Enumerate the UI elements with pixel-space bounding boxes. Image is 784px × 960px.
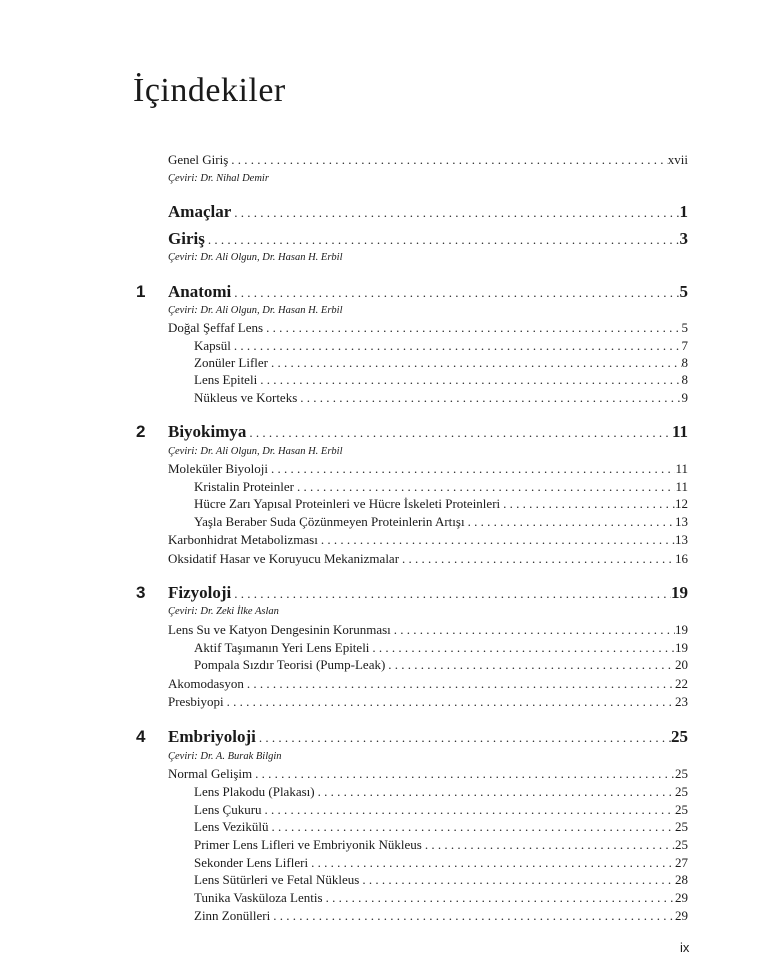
chapter-title: Biyokimya — [168, 422, 247, 441]
dot-leader — [231, 338, 682, 354]
entry-title: Tunika Vasküloza Lentis — [194, 890, 323, 905]
translator-credit: Çeviri: Dr. Ali Olgun, Dr. Hasan H. Erbil — [168, 446, 343, 457]
entry-page: 8 — [681, 355, 688, 370]
entry-title: Presbiyopi — [168, 694, 224, 709]
entry-title: Hücre Zarı Yapısal Proteinleri ve Hücre İskeleti Proteinleri — [194, 496, 501, 511]
toc-entry-amaclar[interactable] — [168, 202, 688, 223]
chapter-number: 3 — [136, 583, 146, 602]
toc-subentry[interactable] — [194, 479, 688, 495]
toc-entry[interactable] — [168, 694, 688, 710]
entry-page: 8 — [681, 372, 688, 387]
toc-entry-giris[interactable] — [168, 229, 688, 250]
toc-chapter-anatomi[interactable] — [168, 282, 688, 303]
entry-title: Giriş — [168, 229, 205, 248]
toc-entry[interactable] — [168, 551, 688, 567]
dot-leader — [297, 390, 681, 406]
chapter-number: 2 — [136, 422, 146, 441]
translator-credit: Çeviri: Dr. Zeki İlke Aslan — [168, 606, 279, 617]
entry-title: Lens Sütürleri ve Fetal Nükleus — [194, 872, 360, 887]
toc-subentry[interactable] — [194, 657, 688, 673]
translator-credit: Çeviri: Dr. Nihal Demir — [168, 173, 269, 184]
entry-title: Primer Lens Lifleri ve Embriyonik Nükleus — [194, 837, 422, 852]
chapter-page: 25 — [671, 727, 688, 746]
entry-page: 11 — [675, 479, 688, 494]
entry-page: 16 — [675, 551, 688, 566]
dot-leader — [359, 872, 675, 888]
entry-title: Normal Gelişim — [168, 766, 253, 781]
entry-title: Yaşla Beraber Suda Çözünmeyen Proteinlerin Artışı — [194, 514, 465, 529]
entry-page: xvii — [667, 152, 688, 167]
entry-title: Akomodasyon — [168, 676, 244, 691]
toc-subentry[interactable] — [194, 496, 688, 512]
dot-leader — [294, 479, 675, 495]
dot-leader — [231, 584, 671, 604]
toc-entry[interactable] — [168, 461, 688, 477]
toc-entry[interactable] — [168, 766, 688, 782]
dot-leader — [270, 908, 675, 924]
entry-title: Aktif Taşımanın Yeri Lens Epiteli — [194, 640, 370, 655]
chapter-number: 4 — [136, 727, 146, 746]
entry-page: 1 — [679, 202, 688, 221]
entry-title: Lens Su ve Katyon Dengesinin Korunması — [168, 622, 391, 637]
entry-page: 12 — [675, 496, 688, 511]
entry-page: 22 — [675, 676, 688, 691]
entry-title: Karbonhidrat Metabolizması — [168, 532, 318, 547]
toc-subentry[interactable] — [194, 355, 688, 371]
entry-title: Kapsül — [194, 338, 231, 353]
dot-leader — [391, 622, 675, 638]
dot-leader — [369, 640, 675, 656]
entry-title: Lens Epiteli — [194, 372, 258, 387]
dot-leader — [224, 694, 675, 710]
entry-page: 7 — [681, 338, 688, 353]
dot-leader — [231, 203, 679, 223]
entry-page: 23 — [675, 694, 688, 709]
toc-subentry[interactable] — [194, 908, 688, 924]
entry-page: 19 — [675, 622, 688, 637]
entry-page: 25 — [675, 766, 688, 781]
translator-credit: Çeviri: Dr. A. Burak Bilgin — [168, 751, 282, 762]
dot-leader — [268, 461, 675, 477]
toc-chapter-biyokimya[interactable] — [168, 422, 688, 443]
dot-leader — [315, 784, 675, 800]
chapter-title: Fizyoloji — [168, 583, 232, 602]
chapter-page: 5 — [679, 282, 688, 301]
entry-title: Kristalin Proteinler — [194, 479, 295, 494]
chapter-title: Anatomi — [168, 282, 232, 301]
translator-credit: Çeviri: Dr. Ali Olgun, Dr. Hasan H. Erbil — [168, 252, 343, 263]
entry-page: 25 — [675, 784, 688, 799]
toc-entry[interactable] — [168, 532, 688, 548]
toc-subentry[interactable] — [194, 890, 688, 906]
entry-page: 29 — [675, 890, 688, 905]
page-title: İçindekiler — [133, 72, 286, 109]
toc-entry-genel-giris[interactable] — [168, 152, 688, 168]
dot-leader — [323, 890, 675, 906]
chapter-title: Embriyoloji — [168, 727, 256, 746]
entry-page: 3 — [679, 229, 688, 248]
toc-subentry[interactable] — [194, 837, 688, 853]
chapter-page: 11 — [671, 422, 688, 441]
toc-subentry[interactable] — [194, 802, 688, 818]
entry-title: Oksidatif Hasar ve Koruyucu Mekanizmalar — [168, 551, 400, 566]
dot-leader — [244, 676, 675, 692]
chapter-number: 1 — [136, 282, 146, 301]
dot-leader — [205, 230, 680, 250]
dot-leader — [231, 283, 679, 303]
entry-title: Lens Plakodu (Plakası) — [194, 784, 315, 799]
dot-leader — [422, 837, 675, 853]
dot-leader — [385, 657, 675, 673]
entry-title: Lens Vezikülü — [194, 819, 269, 834]
entry-title: Doğal Şeffaf Lens — [168, 320, 264, 335]
entry-page: 13 — [675, 514, 688, 529]
entry-title: Moleküler Biyoloji — [168, 461, 269, 476]
entry-title: Genel Giriş — [168, 152, 229, 167]
entry-page: 27 — [675, 855, 688, 870]
dot-leader — [263, 320, 681, 336]
entry-page: 19 — [675, 640, 688, 655]
entry-title: Nükleus ve Korteks — [194, 390, 298, 405]
toc-chapter-fizyoloji[interactable] — [168, 583, 688, 604]
toc-entry[interactable] — [168, 320, 688, 336]
translator-credit: Çeviri: Dr. Ali Olgun, Dr. Hasan H. Erbil — [168, 305, 343, 316]
entry-page: 29 — [675, 908, 688, 923]
toc-chapter-embriyoloji[interactable] — [168, 727, 688, 748]
dot-leader — [500, 496, 675, 512]
dot-leader — [268, 355, 682, 371]
toc-subentry[interactable] — [194, 338, 688, 354]
toc-subentry[interactable] — [194, 784, 688, 800]
toc-entry[interactable] — [168, 622, 688, 638]
entry-page: 25 — [675, 802, 688, 817]
dot-leader — [246, 423, 672, 443]
toc-entry[interactable] — [168, 676, 688, 692]
toc-subentry[interactable] — [194, 372, 688, 388]
entry-title: Zinn Zonülleri — [194, 908, 271, 923]
toc-subentry[interactable] — [194, 819, 688, 835]
toc-subentry[interactable] — [194, 872, 688, 888]
entry-title: Zonüler Lifler — [194, 355, 268, 370]
entry-page: 9 — [681, 390, 688, 405]
page-number: ix — [680, 940, 690, 955]
dot-leader — [262, 802, 675, 818]
entry-title: Amaçlar — [168, 202, 232, 221]
dot-leader — [465, 514, 675, 530]
dot-leader — [308, 855, 675, 871]
toc-subentry[interactable] — [194, 855, 688, 871]
chapter-page: 19 — [671, 583, 688, 602]
dot-leader — [252, 766, 675, 782]
entry-page: 25 — [675, 837, 688, 852]
dot-leader — [269, 819, 676, 835]
entry-page: 5 — [681, 320, 688, 335]
entry-page: 20 — [675, 657, 688, 672]
entry-title: Lens Çukuru — [194, 802, 262, 817]
toc-subentry[interactable] — [194, 640, 688, 656]
dot-leader — [256, 728, 671, 748]
dot-leader — [257, 372, 681, 388]
entry-page: 11 — [675, 461, 688, 476]
entry-title: Sekonder Lens Lifleri — [194, 855, 309, 870]
toc-subentry[interactable] — [194, 390, 688, 406]
toc-subentry[interactable] — [194, 514, 688, 530]
entry-title: Pompala Sızdır Teorisi (Pump-Leak) — [194, 657, 386, 672]
dot-leader — [318, 532, 675, 548]
entry-page: 13 — [675, 532, 688, 547]
entry-page: 25 — [675, 819, 688, 834]
dot-leader — [228, 152, 667, 168]
dot-leader — [399, 551, 675, 567]
entry-page: 28 — [675, 872, 688, 887]
